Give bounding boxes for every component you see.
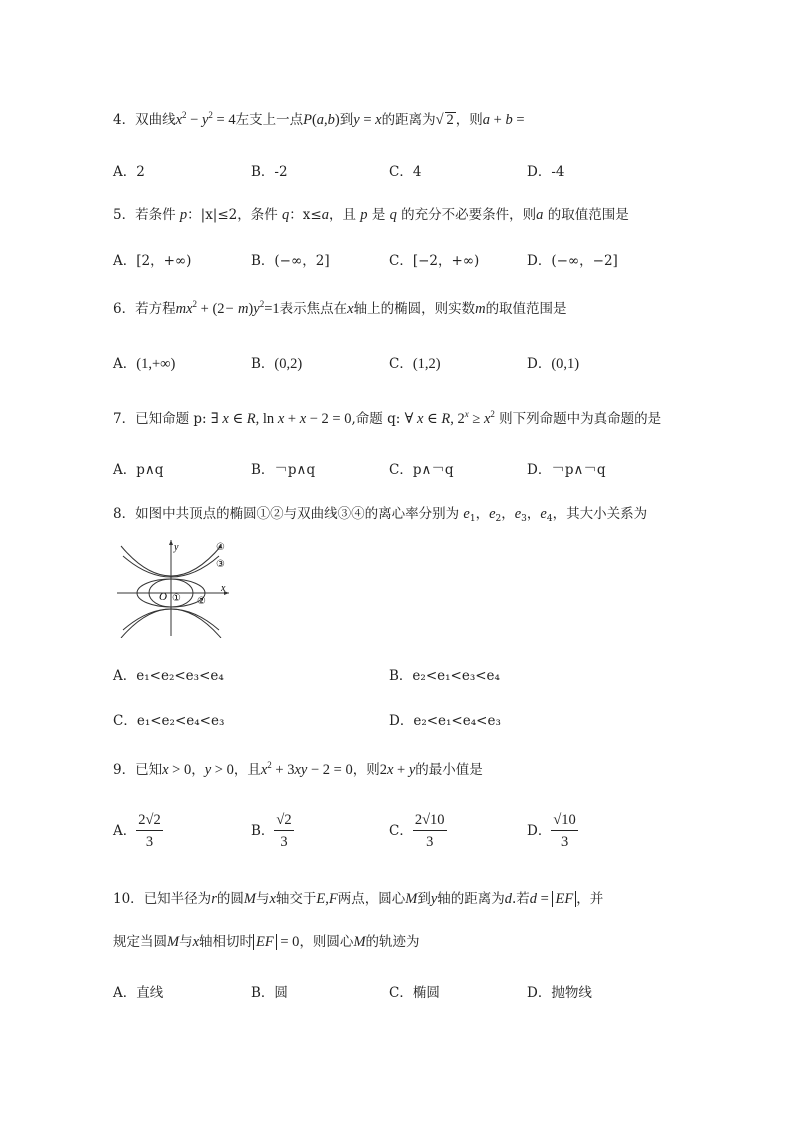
q10-stem-line2: 规定当圆M与x轴相切时 EF = 0，则圆心M的轨迹为 (113, 934, 420, 950)
q7-option-d[interactable]: D．￢p∧￢q (527, 462, 606, 478)
fig-label-3: ③ (216, 559, 225, 570)
q5-option-a[interactable]: A．[2，+∞) (113, 253, 192, 269)
q6-option-a[interactable]: A．(1,+∞) (113, 356, 176, 372)
fig-label-2: ② (197, 596, 206, 607)
q10-option-a[interactable]: A．直线 (113, 985, 164, 1001)
q5-option-c[interactable]: C．[−2，+∞) (389, 253, 480, 269)
q5-option-b[interactable]: B．(−∞，2] (251, 253, 330, 269)
q10-option-d[interactable]: D．抛物线 (527, 985, 592, 1001)
q7-stem: 7．已知命题 p: ∃ x ∈ R, ln x + x − 2 = 0,命题 q: ∀ x ∈ R, $2^x \ge x^2$ 则下列命题中为真命题的是 (113, 409, 662, 427)
q7-option-c[interactable]: C．p∧￢q (389, 462, 454, 478)
q9-stem: 9．已知x > 0，y > 0，且$x^2 + 3xy - 2 = 0$，则2x + y的最小值是 (113, 760, 483, 778)
q4-number: 4． (113, 112, 136, 128)
q9-option-d[interactable]: D． $\frac{√10}{3}$ (527, 812, 576, 850)
q4-option-d[interactable]: D．-4 (527, 164, 565, 180)
q7-proposition-q: ∀ x ∈ R, $2^x \ge x^2$ (404, 409, 495, 427)
fig-label-4: ④ (216, 542, 225, 553)
q4-option-c[interactable]: C．4 (389, 164, 422, 180)
q7-proposition-p: ∃ x ∈ R, ln x + x − 2 = 0 (210, 411, 352, 427)
q10-option-c[interactable]: C．椭圆 (389, 985, 440, 1001)
q6-option-d[interactable]: D．(0,1) (527, 356, 580, 372)
fig-label-y: y (174, 542, 179, 553)
q9-option-c[interactable]: C． $\frac{2√10}{3}$ (389, 812, 445, 850)
q6-equation: $mx^2 + (2- m)y^2=1$ (175, 299, 280, 317)
q4-stem: 4．双曲线$x^2 - y^2 = 4$左支上一点P(a,b)到y = x的距离为√ 2 ，则a + b = (113, 110, 525, 128)
q4-option-b[interactable]: B．-2 (251, 164, 288, 180)
fig-label-origin: O (159, 591, 167, 603)
q7-option-b[interactable]: B．￢p∧q (251, 462, 316, 478)
q6-stem: 6．若方程$mx^2 + (2- m)y^2=1$表示焦点在x轴上的椭圆，则实数m的取值范围是 (113, 299, 567, 317)
q7-option-a[interactable]: A．p∧q (113, 462, 164, 478)
q5-option-d[interactable]: D．(−∞，−2] (527, 253, 618, 269)
q10-option-b[interactable]: B．圆 (251, 985, 288, 1001)
q8-figure (113, 538, 233, 638)
q6-option-c[interactable]: C．(1,2) (389, 356, 441, 372)
q8-option-b[interactable]: B．e₂<e₁<e₃<e₄ (389, 668, 500, 684)
q5-stem: 5．若条件 p：|x|≤2，条件 q：x≤a，且 p 是 q 的充分不必要条件，则a 的取值范围是 (113, 207, 629, 223)
q9-option-b[interactable]: B． $\frac{√2}{3}$ (251, 812, 292, 850)
fig-label-1: ① (172, 593, 181, 604)
q8-option-a[interactable]: A．e₁<e₂<e₃<e₄ (113, 668, 224, 684)
q8-stem: 8．如图中共顶点的椭圆①②与双曲线③④的离心率分别为 $e_1$，$e_2$，$e_3$，$e_4$，其大小关系为 (113, 506, 648, 524)
q6-option-b[interactable]: B．(0,2) (251, 356, 303, 372)
fig-label-x: x (221, 583, 226, 594)
q8-option-d[interactable]: D．e₂<e₁<e₄<e₃ (389, 713, 501, 729)
q10-stem-line1: 10．已知半径为r的圆M与x轴交于E,F两点，圆心M到y轴的距离为d.若d = EF ，并 (113, 891, 604, 907)
q9-option-a[interactable]: A． $\frac{2√2}{3}$ (113, 812, 161, 850)
q4-option-a[interactable]: A．2 (113, 164, 145, 180)
q4-hyperbola-eq: $x^2 - y^2 = 4$ (175, 110, 236, 128)
q8-option-c[interactable]: C．e₁<e₂<e₄<e₃ (113, 713, 225, 729)
